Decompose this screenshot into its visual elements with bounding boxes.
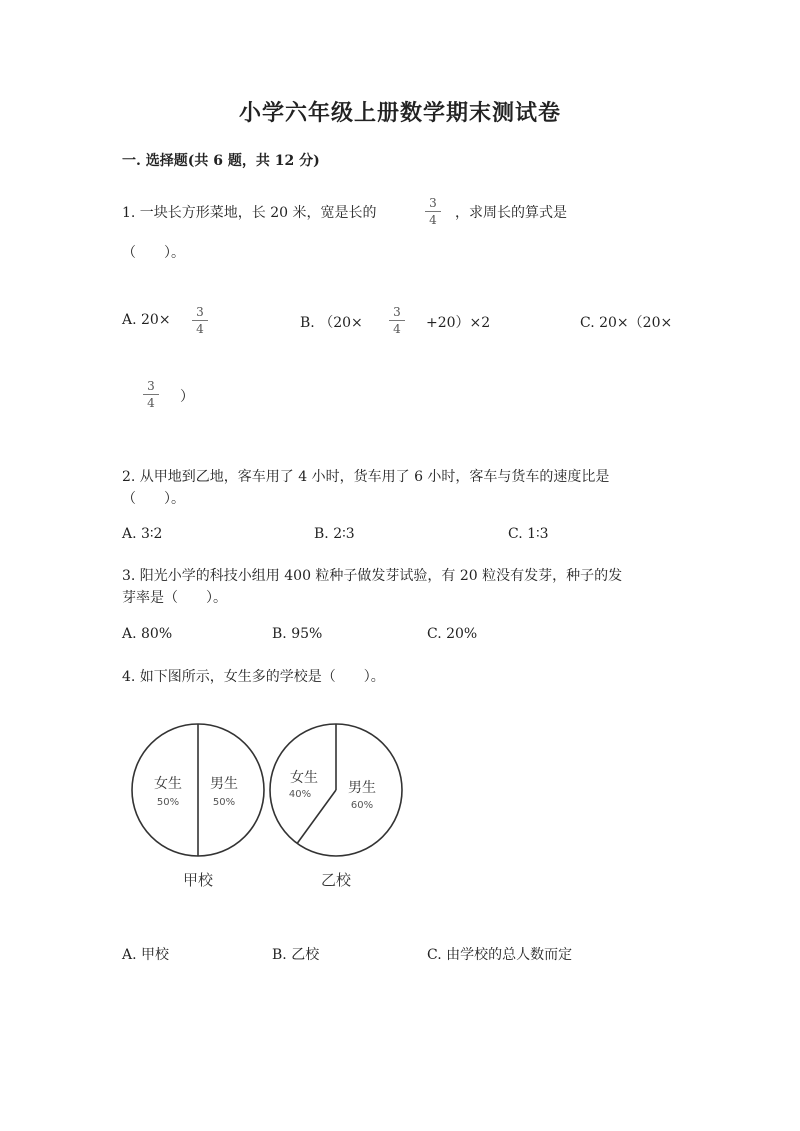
- pie-charts-figure: [120, 712, 420, 902]
- fraction-numerator: 3: [143, 380, 159, 395]
- q1-option-b-suffix: +20）×2: [426, 315, 491, 331]
- pie-slice-label: 女生: [154, 776, 182, 792]
- q1-option-b: B. （20×: [300, 315, 363, 331]
- q1-option-c-suffix: ）: [180, 389, 194, 405]
- pie-slice-value: 60%: [350, 800, 374, 811]
- q2-option-c: C. 1∶3: [508, 526, 549, 542]
- page-title: 小学六年级上册数学期末测试卷: [238, 100, 561, 126]
- pie-slice-value: 50%: [156, 797, 180, 808]
- pie-slice-value: 40%: [288, 789, 312, 800]
- fraction-denominator: 4: [147, 396, 155, 410]
- fraction-denominator: 4: [196, 322, 204, 336]
- q1-text-a: 1. 一块长方形菜地，长 20 米，宽是长的: [122, 205, 377, 221]
- fraction-numerator: 3: [389, 306, 405, 321]
- q3-line2: 芽率是（ ）。: [122, 590, 227, 606]
- fraction-denominator: 4: [393, 322, 401, 336]
- pie-caption: 甲校: [182, 871, 214, 889]
- pie-slice-label: 男生: [348, 780, 376, 796]
- q3-option-b: B. 95%: [272, 626, 323, 642]
- fraction-denominator: 4: [429, 213, 437, 227]
- fraction-numerator: 3: [425, 197, 441, 212]
- q1-text-b: ，求周长的算式是: [455, 205, 567, 221]
- q4-option-c: C. 由学校的总人数而定: [427, 947, 573, 963]
- q2-option-b: B. 2∶3: [314, 526, 355, 542]
- q4-text: 4. 如下图所示，女生多的学校是（ ）。: [122, 669, 385, 685]
- q3-line1: 3. 阳光小学的科技小组用 400 粒种子做发芽试验，有 20 粒没有发芽，种子的发: [122, 568, 623, 584]
- fraction-numerator: 3: [192, 306, 208, 321]
- pie-chart-school-yi: [270, 724, 402, 889]
- q2-paren: （ ）。: [122, 491, 185, 507]
- pie-chart-school-jia: [132, 724, 264, 889]
- q1-paren: （ ）。: [122, 245, 185, 261]
- section-heading: 一. 选择题(共 6 题，共 12 分): [122, 153, 320, 169]
- q1-option-c: C. 20×（20×: [580, 315, 673, 331]
- pie-slice-label: 男生: [210, 776, 238, 792]
- pie-slice-label: 女生: [290, 770, 318, 786]
- pie-caption: 乙校: [320, 871, 352, 889]
- q4-option-a: A. 甲校: [122, 947, 170, 963]
- q1-option-c-fraction: [143, 380, 159, 409]
- q1-fraction: [425, 197, 441, 226]
- q2-option-a: A. 3∶2: [122, 526, 163, 542]
- q4-option-b: B. 乙校: [272, 947, 320, 963]
- pie-slice-value: 50%: [212, 797, 236, 808]
- q3-option-a: A. 80%: [122, 626, 173, 642]
- q3-option-c: C. 20%: [427, 626, 478, 642]
- q1-option-a-fraction: [192, 306, 208, 335]
- q2-text: 2. 从甲地到乙地，客车用了 4 小时，货车用了 6 小时，客车与货车的速度比是: [122, 469, 610, 485]
- q1-option-a: A. 20×: [122, 312, 171, 328]
- q1-option-b-fraction: [389, 306, 405, 335]
